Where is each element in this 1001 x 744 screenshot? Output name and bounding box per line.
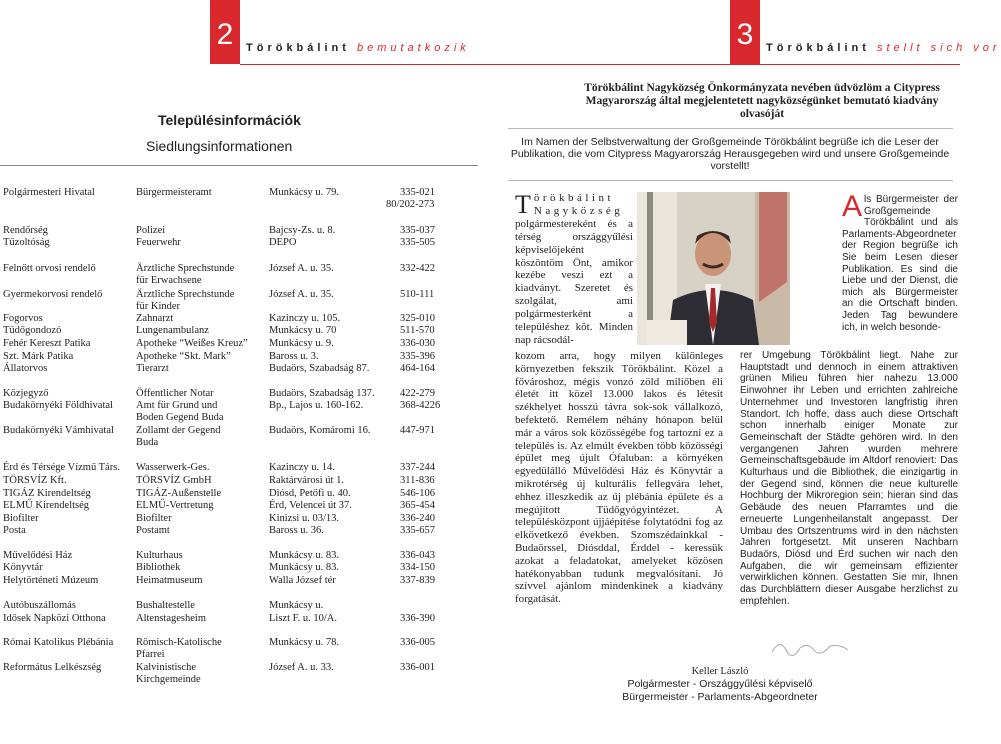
directory-name-de: Bürgermeisteramt — [136, 187, 212, 198]
directory-address: Munkácsy u. 78. — [269, 637, 339, 648]
directory-phone: 332-422 — [400, 263, 435, 274]
directory-name-hu: Szt. Márk Patika — [3, 351, 74, 362]
signature-title-de: Bürgermeister - Parlaments-Abgeordneter — [622, 690, 818, 703]
directory-name-de: Kirchgemeinde — [136, 674, 201, 685]
directory-address: Raktárvárosi út 1. — [269, 475, 344, 486]
directory-name-de: Buda — [136, 437, 159, 448]
directory-address: Diósd, Petőfi u. 40. — [269, 488, 351, 499]
directory-name-hu: Állatorvos — [3, 363, 48, 374]
directory-address: József A. u. 33. — [269, 662, 334, 673]
directory-name-de: Heimatmuseum — [136, 575, 203, 586]
directory-name-hu: Idősek Napközi Otthona — [3, 613, 106, 624]
directory-phone: 337-839 — [400, 575, 435, 586]
directory-address: Munkácsy u. 9. — [269, 338, 334, 349]
directory-name-hu: Római Katolikus Plébánia — [3, 637, 114, 648]
directory-address: Budaörs, Szabadság 137. — [269, 388, 375, 399]
right-page — [480, 0, 1001, 744]
directory-name-de: TÖRSVÍZ GmbH — [136, 475, 212, 486]
directory-name-de: Kalvinistische — [136, 662, 197, 673]
directory-name-hu: Tüdőgondozó — [3, 325, 62, 336]
directory-address: Munkácsy u. 79. — [269, 187, 339, 198]
signature-title-hu: Polgármester - Országgyűlési képviselő — [627, 678, 813, 691]
mayor-portrait-icon — [637, 192, 790, 345]
directory-phone: 447-971 — [400, 425, 435, 436]
letter-de-intro — [842, 190, 958, 333]
directory-name-de: Boden Gegend Buda — [136, 412, 224, 423]
directory-name-de: ELMŰ-Vertretung — [136, 500, 214, 511]
directory-address: Bajcsy-Zs. u. 8. — [269, 225, 336, 236]
directory-name-de: Ärztliche Sprechstunde — [136, 263, 235, 274]
greeting-de: Im Namen der Selbstverwaltung der Großgemeinde Törökbálint begrüße ich die Leser der Publikation, die vom Citypress Magyarország Herausgegeben wird und unsere Großgemeinde vorstellt! — [510, 136, 950, 172]
directory-name-hu: Budakörnyéki Vámhivatal — [3, 425, 114, 436]
directory-name-de: Zahnarzt — [136, 313, 174, 324]
directory-phone: 336-390 — [400, 613, 435, 624]
directory-address: Munkácsy u. 83. — [269, 562, 339, 573]
directory-address: Kazinczy u. 105. — [269, 313, 341, 324]
directory-name-hu: TÖRSVÍZ Kft. — [3, 475, 67, 486]
directory-address: Munkácsy u. 70 — [269, 325, 337, 336]
directory-phone: 311-836 — [400, 475, 435, 486]
running-head-left — [246, 42, 470, 54]
directory-phone: 335-037 — [400, 225, 435, 236]
directory-name-de: Wasserwerk-Ges. — [136, 462, 210, 473]
directory-name-hu: Autóbuszállomás — [3, 600, 76, 611]
directory-address: Walla József tér — [269, 575, 336, 586]
directory-phone: 336-005 — [400, 637, 435, 648]
directory-name-hu: Közjegyző — [3, 388, 49, 399]
directory-name-de: Feuerwehr — [136, 237, 181, 248]
directory-name-hu: Érd és Térsége Vízmű Társ. — [3, 462, 120, 473]
directory-name-hu: Helytörténeti Múzeum — [3, 575, 99, 586]
directory-phone: 335-021 — [400, 187, 435, 198]
hu-intro-text: polgármestereként és a térség országgyűlési képviselőjeként köszöntöm Önt, amikor kezébe veszi ezt a kiadványt. Szeretet és szolgálat, ami polgármesterként a településhez köt. Minden nap rácsodál- — [515, 217, 633, 346]
mayor-photo — [637, 192, 790, 345]
directory-address: József A. u. 35. — [269, 263, 334, 274]
directory-phone: 335-505 — [400, 237, 435, 248]
directory-name-de: Biofilter — [136, 513, 172, 524]
directory-phone: 464-164 — [400, 363, 435, 374]
directory-phone: 336-240 — [400, 513, 435, 524]
directory-address: Baross u. 3. — [269, 351, 319, 362]
directory-name-hu: Budakörnyéki Földhivatal — [3, 400, 113, 411]
directory-name-de: für Kinder — [136, 301, 181, 312]
directory-name-hu: TIGÁZ Kirendeltség — [3, 488, 91, 499]
directory-phone: 80/202-273 — [386, 199, 435, 210]
directory-name-hu: Református Lelkészség — [3, 662, 102, 673]
page-number-right: 3 — [730, 0, 760, 64]
directory-name-de: Amt für Grund und — [136, 400, 218, 411]
signature-icon — [710, 636, 910, 658]
signature-name: Keller László — [691, 666, 749, 677]
hu-spaced-2: Nagyközség — [533, 204, 624, 217]
directory-phone: 336-001 — [400, 662, 435, 673]
greeting-hu: Törökbálint Nagyközség Önkormányzata nevében üdvözlöm a Citypress Magyarország által megjelentetett nagyközségünket bemutató kiadvány olvasóját — [584, 82, 940, 120]
directory-phone: 336-030 — [400, 338, 435, 349]
directory-phone: 335-657 — [400, 525, 435, 536]
directory-name-hu: Rendőrség — [3, 225, 48, 236]
directory-name-hu: Fehér Kereszt Patika — [3, 338, 91, 349]
directory-name-de: Bushaltestelle — [136, 600, 195, 611]
directory-address: Budaörs, Szabadság 87. — [269, 363, 370, 374]
section-title-de: Siedlungsinformationen — [146, 138, 293, 154]
directory-address: Bp., Lajos u. 160-162. — [269, 400, 364, 411]
directory-phone: 335-396 — [400, 351, 435, 362]
directory-phone: 336-043 — [400, 550, 435, 561]
hu-spaced-1: örökbálint — [533, 192, 615, 204]
dropcap-de: A — [842, 190, 863, 223]
signature-block — [480, 666, 960, 703]
directory-phone: 510-111 — [400, 289, 435, 300]
directory-phone: 365-454 — [400, 500, 435, 511]
directory-address: Érd, Velencei út 37. — [269, 500, 352, 511]
directory-name-de: Ärztliche Sprechstunde — [136, 289, 235, 300]
top-rule-right — [480, 64, 960, 65]
directory-name-de: Altenstagesheim — [136, 613, 206, 624]
directory-name-hu: Fogorvos — [3, 313, 43, 324]
directory-address: Kazinczy u. 14. — [269, 462, 335, 473]
left-page — [0, 0, 480, 744]
running-head-right-italic: stellt sich vor — [876, 42, 1001, 54]
dropcap-hu: T — [515, 190, 531, 219]
section-title-hu: Településinformációk — [158, 112, 301, 128]
directory-address: József A. u. 35. — [269, 289, 334, 300]
directory-address: Munkácsy u. — [269, 600, 324, 611]
de-intro-text: ls Bürgermeister der Großgemeinde Törökbálint und als Parlaments-Abgeordneter der Region begrüße ich Sie beim Lesen dieser Publikation. Es sind die Liebe und der Dienst, die mich als Bürgermeister an die Ortschaft binden. Jeden Tag bewundere ich, in welch besonde- — [842, 194, 958, 333]
directory-name-hu: Polgármesteri Hivatal — [3, 187, 95, 198]
running-head-right-bold: Törökbálint — [766, 42, 870, 54]
directory-name-de: für Erwachsene — [136, 275, 202, 286]
directory-name-de: Kulturhaus — [136, 550, 183, 561]
directory-name-hu: Tűzoltóság — [3, 237, 50, 248]
greeting-rule-bottom — [508, 180, 953, 181]
directory-name-hu: Könyvtár — [3, 562, 43, 573]
directory-phone: 422-279 — [400, 388, 435, 399]
directory-phone: 511-570 — [400, 325, 435, 336]
directory-name-de: Postamt — [136, 525, 170, 536]
directory-name-hu: Biofilter — [3, 513, 39, 524]
directory-name-de: Öffentlicher Notar — [136, 388, 214, 399]
running-head-right — [766, 42, 1001, 54]
section-rule — [0, 165, 478, 166]
directory-name-de: Zollamt der Gegend — [136, 425, 221, 436]
directory-name-de: Apotheke “Skt. Mark” — [136, 351, 231, 362]
directory-name-de: Apotheke “Weißes Kreuz” — [136, 338, 248, 349]
directory-address: Kinizsi u. 03/13. — [269, 513, 339, 524]
directory-name-hu: Posta — [3, 525, 26, 536]
page-number-left: 2 — [210, 0, 240, 64]
directory-phone: 337-244 — [400, 462, 435, 473]
directory-address: Munkácsy u. 83. — [269, 550, 339, 561]
greeting-rule — [508, 128, 953, 129]
directory-name-hu: Gyermekorvosi rendelő — [3, 289, 103, 300]
directory-address: Liszt F. u. 10/A. — [269, 613, 337, 624]
top-rule-left — [240, 64, 480, 65]
directory-name-de: Pfarrei — [136, 649, 165, 660]
directory-name-hu: ELMŰ Kirendeltség — [3, 500, 90, 511]
directory-name-de: Bibliothek — [136, 562, 181, 573]
directory-address: Budaörs, Komáromi 16. — [269, 425, 371, 436]
directory-name-de: Polizei — [136, 225, 166, 236]
letter-de-body: rer Umgebung Törökbálint liegt. Nahe zur Hauptstadt und dennoch in einem attraktiven grünen Milieu führen hier nahezu 13.000 Einwohner ihr Leben und errichten zahlreiche Unternehmer und Investoren langfristig ihren Standort. Ich hoffe, dass auch diese Ortschaft schon innerhalb einiger Monate zur Gemeinschaft der Städte gehören wird. In den vergangenen Jahren wurden mehrere Gemeinschaftsgebäude im Altdorf renoviert: Das Kulturhaus und die Bibliothek, die einzigartig in der Gegend sind, können die neue kulturelle Hochburg der Mikroregion sein; hieran sind das Gebäude des neuen Pfarramtes und die erneuerte Lungenheilanstalt angepasst. Der Umbau des Ortszentrums wird in den nächsten Jahren fortgesetzt. Mit unseren Nachbarn Budaörs, Diósd und Érd suchen wir nach den Aufgaben, die wir gemeinsam effizienter verwirklichen können. Gestatten Sie mir, Ihnen das Durchblättern dieser Ausgabe herzlichst zu empfehlen. — [740, 350, 958, 607]
letter-hu-body: kozom arra, hogy milyen különleges környezetben fekszik Törökbálint. Közel a fővároshoz, mégis vonzó zöld miliőben éli életét itt közel 13.000 lakos és létesít székhelyet hosszú távra sok-sok vállalkozó, befektető. Remélem néhány hónapon belül már a város sok közösségébe fog tartozni ez a település is. Az elmúlt években több közösségi épület meg újult Ófaluban: a környéken egyedülálló Művelődési Ház és Könyvtár a mikrotérség új kulturális fellegvára lehet, ehhez illeszkedik az új plébánia épülete és a megújított Tüdőgyógyintézet. A településközpont újjáépítése folytatódni fog az elkövetkező években. Szomszédainkkal - Budaörssel, Diósddal, Érddel - keressük azokat a feladatokat, amelyeket közösen hatékonyabban tudunk megvalósítani. Jó szívvel ajánlom mindenkinek a kiadvány forgatását. — [515, 350, 723, 606]
directory-phone: 334-150 — [400, 562, 435, 573]
directory-phone: 368-4226 — [400, 400, 441, 411]
directory-address: Baross u. 36. — [269, 525, 324, 536]
directory-name-hu: Felnőtt orvosi rendelő — [3, 263, 96, 274]
directory-phone: 325-010 — [400, 313, 435, 324]
directory-name-de: TIGÁZ-Außenstelle — [136, 488, 222, 499]
directory-address: DEPO — [269, 237, 297, 248]
directory-name-de: Römisch-Katolische — [136, 637, 222, 648]
directory-phone: 546-106 — [400, 488, 435, 499]
directory-name-de: Tierarzt — [136, 363, 169, 374]
directory-name-hu: Művelődési Ház — [3, 550, 73, 561]
running-head-left-italic: bemutatkozik — [356, 42, 470, 54]
directory-name-de: Lungenambulanz — [136, 325, 209, 336]
running-head-left-bold: Törökbálint — [246, 42, 350, 54]
